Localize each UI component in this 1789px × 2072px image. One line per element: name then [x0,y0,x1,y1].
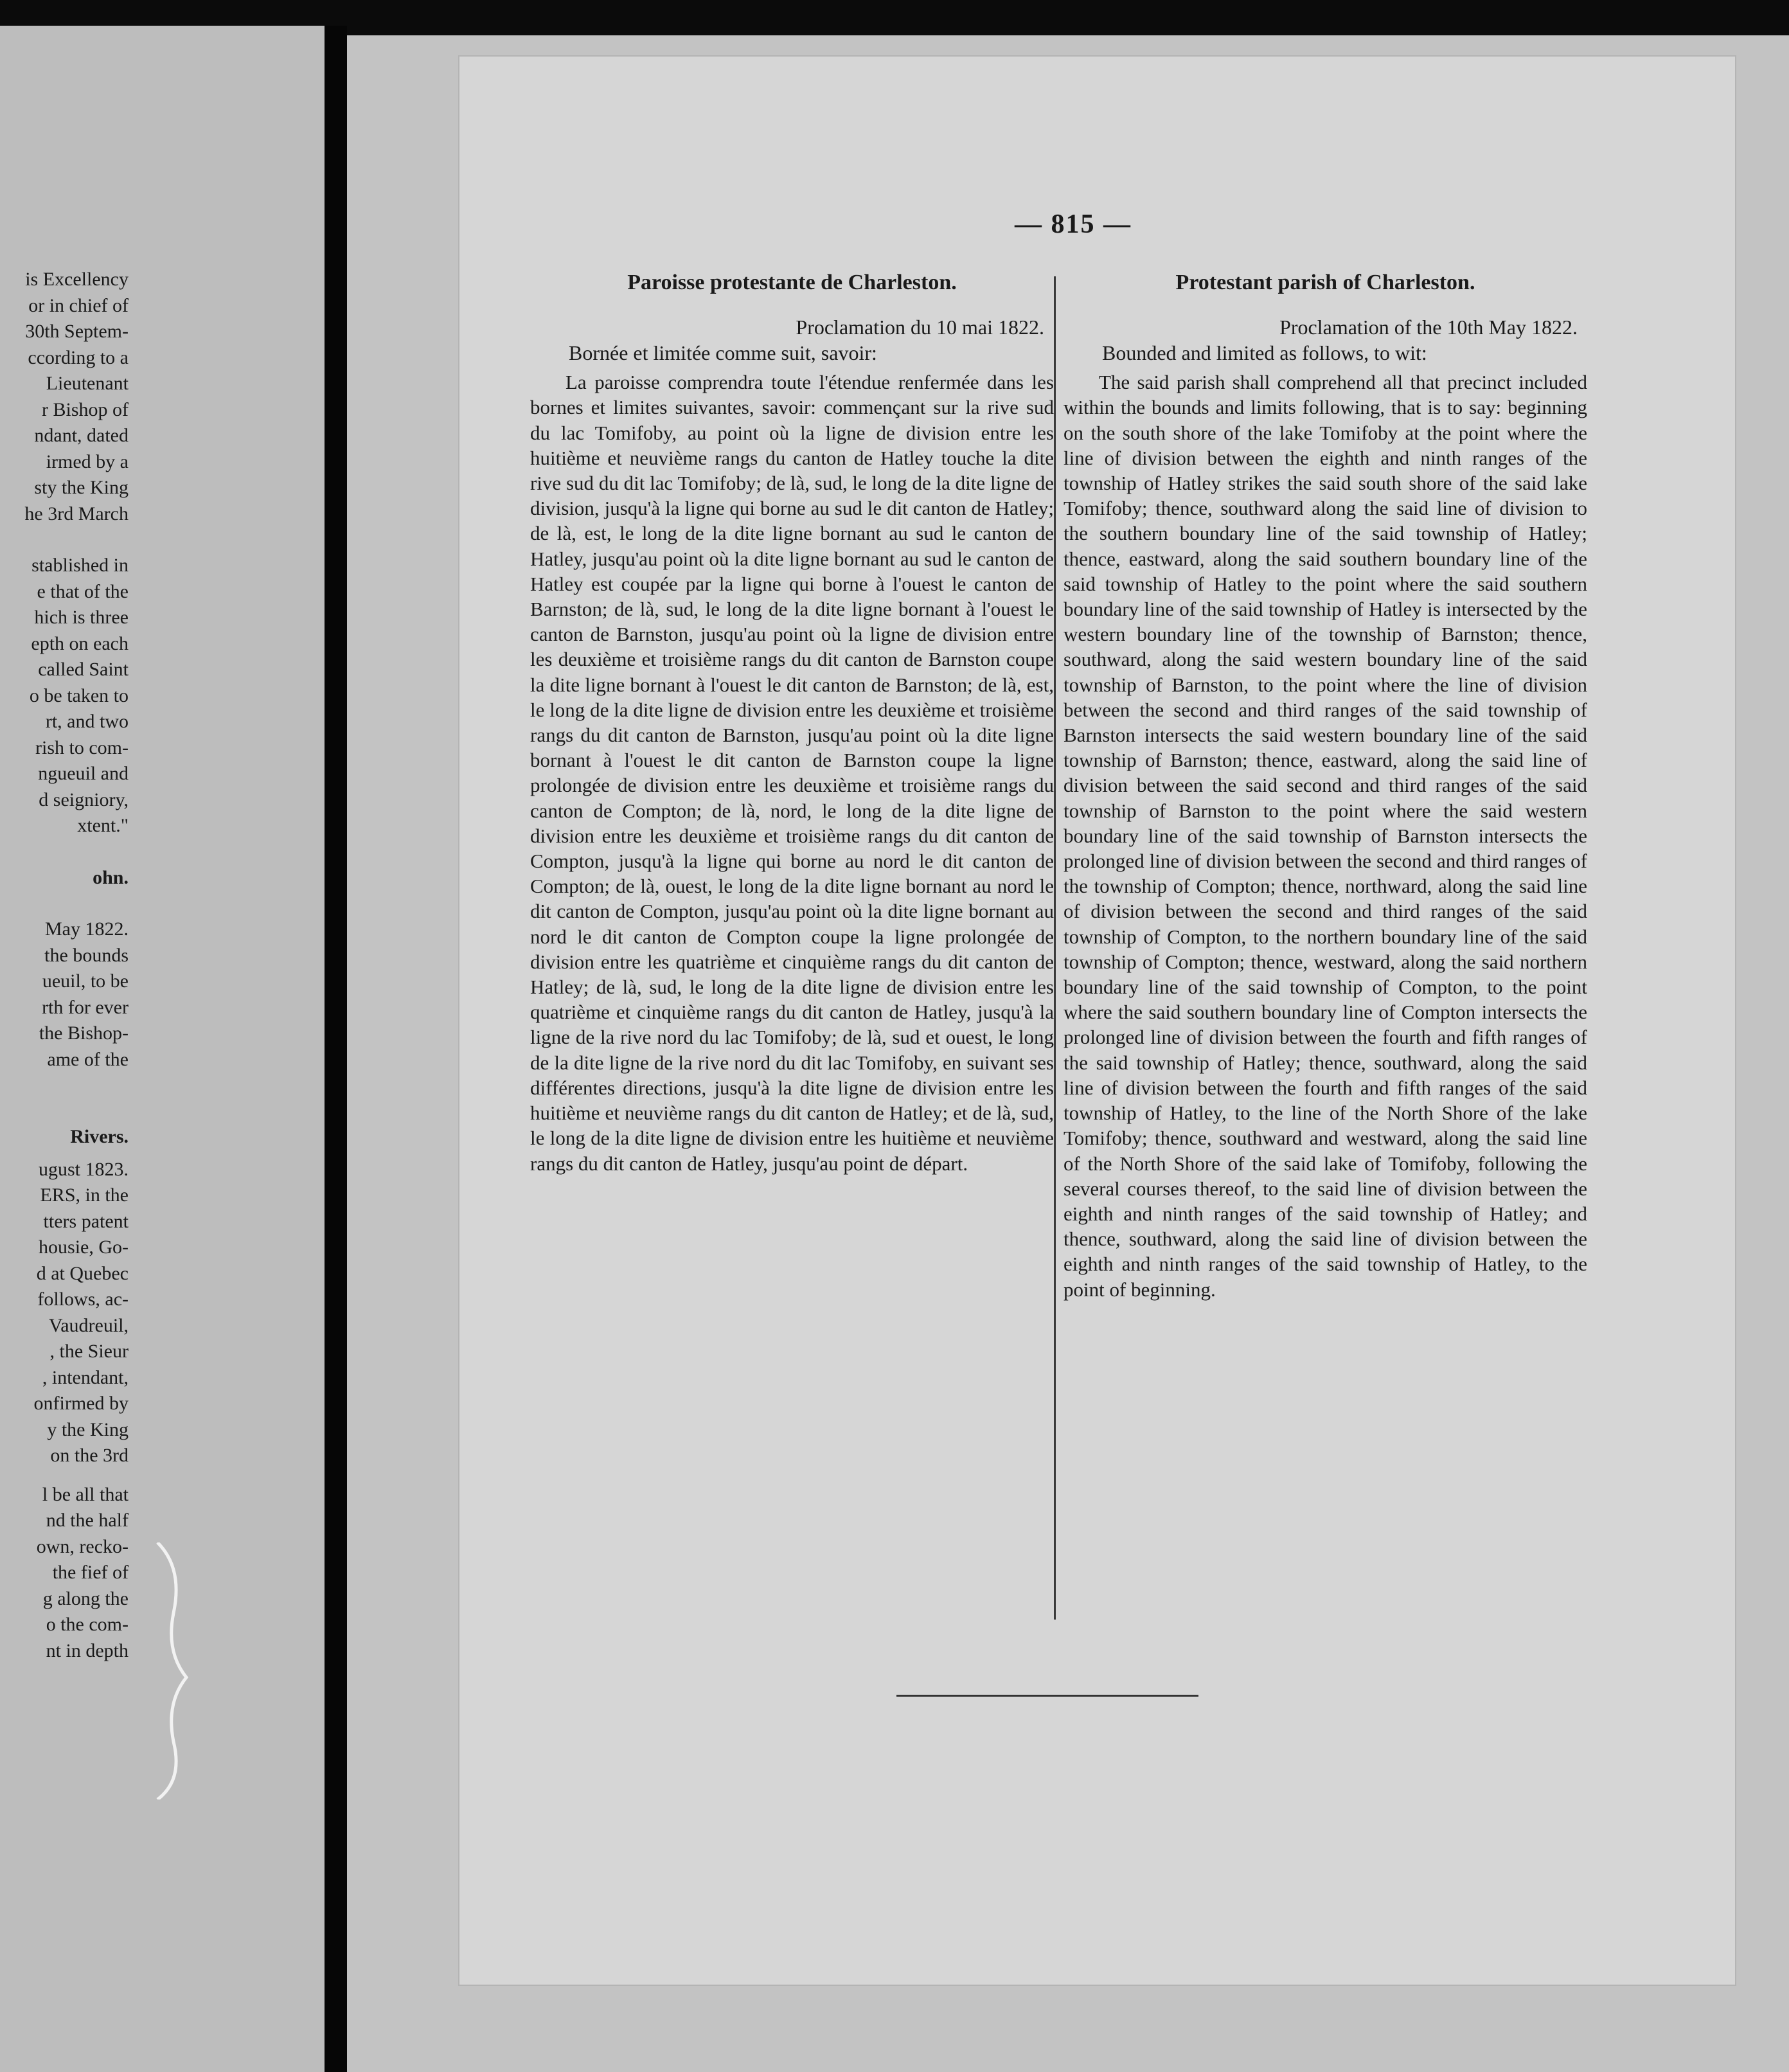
text-line: Lieutenant [46,373,129,394]
text-line: called Saint [38,659,129,680]
pencil-bracket-mark [154,1542,193,1800]
text-line: on the 3rd [50,1445,129,1466]
facing-block-4 [0,1157,129,1469]
french-bounded-intro: Bornée et limitée comme suit, savoir: [569,341,877,365]
text-line: ccording to a [28,346,129,368]
book-gutter [325,26,347,2072]
text-line: ame of the [47,1048,129,1070]
facing-heading: ohn. [93,866,129,888]
text-line: hich is three [34,607,129,628]
column-divider [1054,276,1056,1620]
text-line: rth for ever [42,996,129,1018]
text-line: d seigniory, [39,789,129,810]
facing-page-fragment [0,26,325,2072]
text-line: is Excellency [25,269,129,290]
text-line: xtent." [77,815,129,836]
text-line: Vaudreuil, [48,1314,129,1336]
text-line: o be taken to [29,684,129,706]
text-line: tters patent [43,1210,129,1232]
text-line: ERS, in the [40,1184,129,1206]
text-line: nt in depth [46,1639,129,1661]
text-line: l be all that [42,1483,129,1505]
french-proclamation-date: Proclamation du 10 mai 1822. [796,316,1044,339]
text-line: ndant, dated [34,425,129,446]
french-body-text: La paroisse comprendra toute l'étendue renfermée dans les bornes et limites suivantes, savoir: commençant sur la rive sud du lac Tomifoby, au point où la ligne de division entre les huitième et neuvième rangs du canton de Hatley touche la dite rive sud du dit lac Tomifoby; de là, sud, le long de la dite ligne de division, jusqu'à la ligne qui borne au sud le dit canton de Hatley; de là, est, le long de la dite ligne bornant au sud le canton de Hatley, jusqu'au point où la dite ligne bornant au sud le canton de Hatley est coupée par la ligne qui borne à l'ouest le canton de Barnston; de là, sud, le long de la dite ligne bornant à l'ouest le canton de Barnston, jusqu'au point où la ligne de division entre les deuxième et troisième rangs du dit canton de Barnston coupe la dite ligne bornant à l'ouest le dit canton de Barnston; de là, est, le long de la dite ligne de division entre les deuxième et troisième rangs du dit canton de Barnston, jusqu'au point où la dite ligne bornant à l'ouest le dit canton de Barnston coupe la ligne prolongée de division entre les deuxième et troisième rangs du canton de Compton; de là, nord, le long de la dite ligne de division entre les deuxième et troisième rangs du dit canton de Compton, jusqu'à la ligne qui borne au nord le dit canton de Compton; de là, ouest, le long de la dite ligne bornant au nord le dit canton de Compton, jusqu'au point où la dite ligne bornant au nord le dit canton de Compton coupe la ligne prolongée de division entre les quatrième et cinquième rangs du dit canton de Hatley; de là, sud, le long de la dite ligne de division entre les quatrième et cinquième rangs du dit canton de Hatley, jusqu'à la ligne de la rive nord du lac Tomifoby; de là, sud et ouest, le long de la dite ligne de la rive nord du dit lac Tomifoby, en suivant ses différentes directions, jusqu'à la dite ligne de division entre les huitième et neuvième rangs du dit canton de Hatley; et de là, sud, le long de la dite ligne de division entre les huitième et neuvième rangs du dit canton de Hatley, jusqu'au point de départ. [530,371,1054,1175]
text-line: the fief of [52,1562,129,1583]
english-body-text: The said parish shall comprehend all that precinct included within the bounds and limits following, that is to say: beginning on the south shore of the lake Tomifoby at the point where the line of division between the eighth and ninth ranges of the township of Hatley strikes the said south shore of the said lake Tomifoby; thence, southward along the said line of division to the southern boundary line of the said township of Hatley; thence, eastward, along the said southern boundary line of the said township of Hatley to the point where the said southern boundary line of the said township of Hatley is intersected by the western boundary line of the township of Barnston; thence, southward, along the said western boundary line of the said township of Barnston, to the point where the line of division between the second and third ranges of the said township of Barnston intersects the said western boundary line of the said township of Barnston; thence, eastward, along the said line of division between the said second and third ranges of the said township of Barnston to the point where the said western boundary line of the said township of Barnston intersects the prolonged line of division between the second and third ranges of the township of Compton; thence, northward, along the said line of division between the second and third ranges of the said township of Compton, to the northern boundary line of the said township of Compton; thence, westward, along the said northern boundary line of the said township of Compton, to the point where the said southern boundary line of Compton intersects the prolonged line of division between the fourth and fifth ranges of the said township of Hatley; thence, southward, along the said line of division between the fourth and fifth ranges of the said township of Hatley, to the line of the North Shore of the lake Tomifoby; thence, southward and westward, along the said line of the North Shore of the said lake of Tomifoby, following the several courses thereof, to the said line of division between the eighth and ninth ranges of the said township of Hatley; and thence, southward, along the said line of division between the eighth and ninth ranges of the said township of Hatley, to the point of beginning. [1064,371,1587,1301]
text-line: g along the [42,1587,129,1609]
text-line: ueuil, to be [42,970,129,992]
facing-block-3 [0,916,129,1073]
text-line: irmed by a [46,451,129,472]
facing-page-text [0,267,129,1664]
text-line: o the com- [46,1614,129,1635]
end-rule [896,1695,1198,1697]
french-column [530,270,1054,1176]
facing-block-2 [0,553,129,839]
text-line: housie, Go- [39,1237,129,1258]
text-line: , the Sieur [49,1341,129,1362]
text-line: follows, ac- [37,1289,129,1310]
facing-block-5 [0,1482,129,1665]
french-title: Paroisse protestante de Charleston. [627,271,957,294]
english-proclamation-date: Proclamation of the 10th May 1822. [1279,316,1578,339]
text-line: rish to com- [35,737,129,758]
page-number: — 815 — [1015,210,1132,239]
english-title: Protestant parish of Charleston. [1175,271,1475,294]
text-line: sty the King [34,477,129,498]
text-line: the bounds [44,944,129,966]
text-line: nd the half [46,1510,129,1531]
text-line: ngueuil and [38,763,129,784]
text-line: own, recko- [36,1535,129,1557]
text-line: or in chief of [28,294,129,316]
text-line: r Bishop of [42,398,129,420]
text-line: he 3rd March [24,503,129,524]
facing-heading: Rivers. [70,1126,129,1147]
text-line: d at Quebec [36,1262,129,1284]
text-line: e that of the [37,580,129,602]
text-line: ugust 1823. [38,1158,129,1180]
english-column [1064,270,1587,1302]
text-line: stablished in [31,555,129,576]
text-line: onfirmed by [33,1393,129,1414]
text-line: the Bishop- [39,1023,129,1044]
text-line: y the King [47,1418,129,1440]
text-line: May 1822. [45,918,129,940]
text-line: rt, and two [45,711,129,732]
text-line: epth on each [31,632,129,654]
facing-block-1 [0,267,129,527]
english-bounded-intro: Bounded and limited as follows, to wit: [1102,341,1427,365]
text-line: , intendant, [42,1366,129,1388]
text-line: 30th Septem- [25,321,129,342]
